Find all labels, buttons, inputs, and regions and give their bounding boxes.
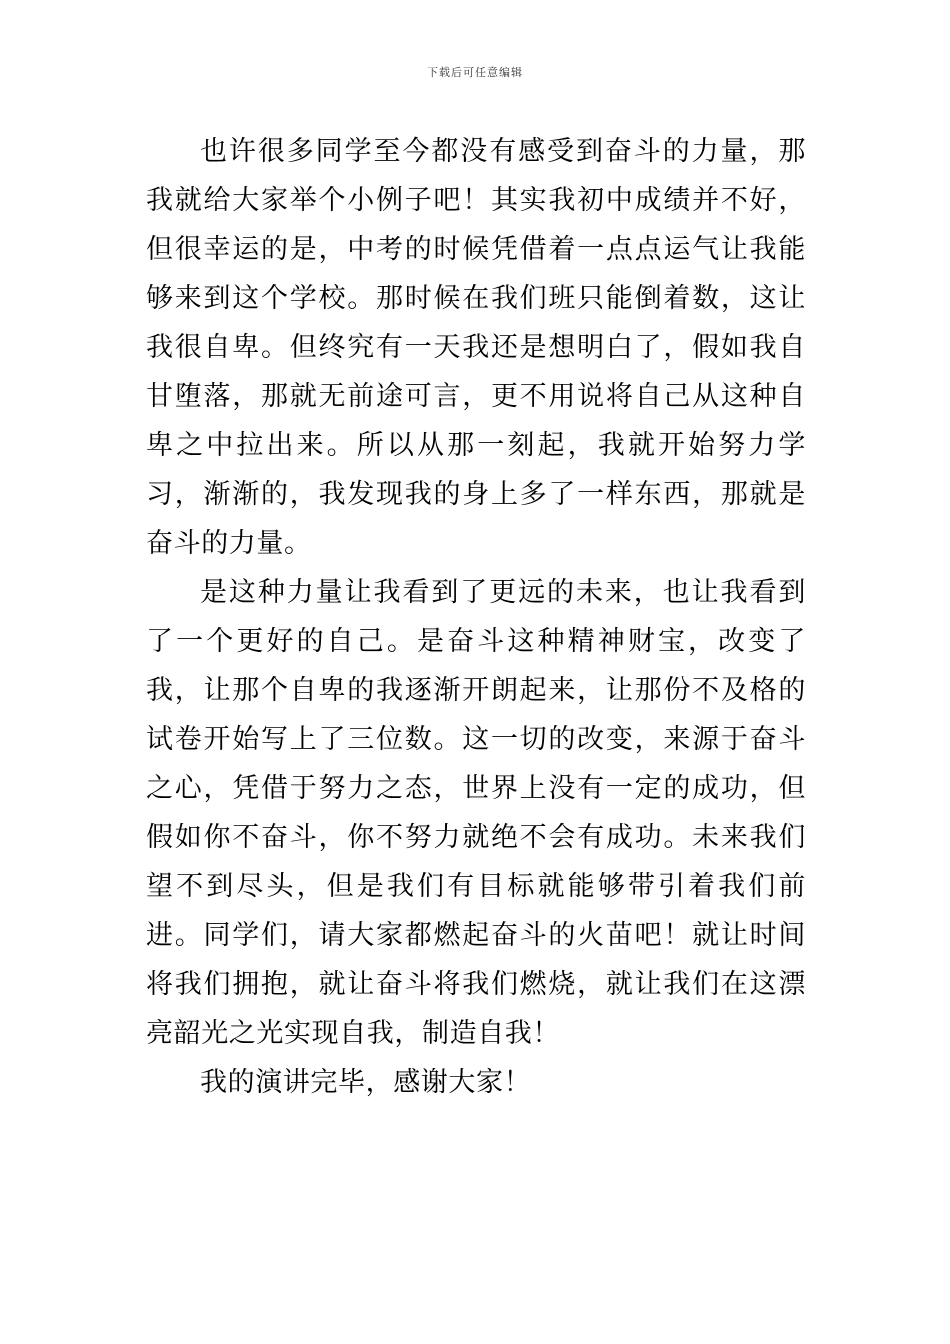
header-note: 下载后可任意编辑 xyxy=(427,66,523,79)
document-body xyxy=(146,127,806,1107)
paragraph-2: 是这种力量让我看到了更远的未来，也让我看到了一个更好的自己。是奋斗这种精神财宝，改变了我，让那个自卑的我逐渐开朗起来，让那份不及格的试卷开始写上了三位数。这一切的改变，来源于奋斗之心，凭借于努力之态，世界上没有一定的成功，但假如你不奋斗，你不努力就绝不会有成功。未来我们望不到尽头，但是我们有目标就能够带引着我们前进。同学们，请大家都燃起奋斗的火苗吧！就让时间将我们拥抱，就让奋斗将我们燃烧，就让我们在这漂亮韶光之光实现自我，制造自我！ xyxy=(146,577,806,1049)
paragraph-1: 也许很多同学至今都没有感受到奋斗的力量，那我就给大家举个小例子吧！其实我初中成绩并不好，但很幸运的是，中考的时候凭借着一点点运气让我能够来到这个学校。那时候在我们班只能倒着数，这让我很自卑。但终究有一天我还是想明白了，假如我自甘堕落，那就无前途可言，更不用说将自己从这种自卑之中拉出来。所以从那一刻起，我就开始努力学习，渐渐的，我发现我的身上多了一样东西，那就是奋斗的力量。 xyxy=(146,136,806,559)
paragraph-3: 我的演讲完毕，感谢大家！ xyxy=(200,1067,532,1098)
